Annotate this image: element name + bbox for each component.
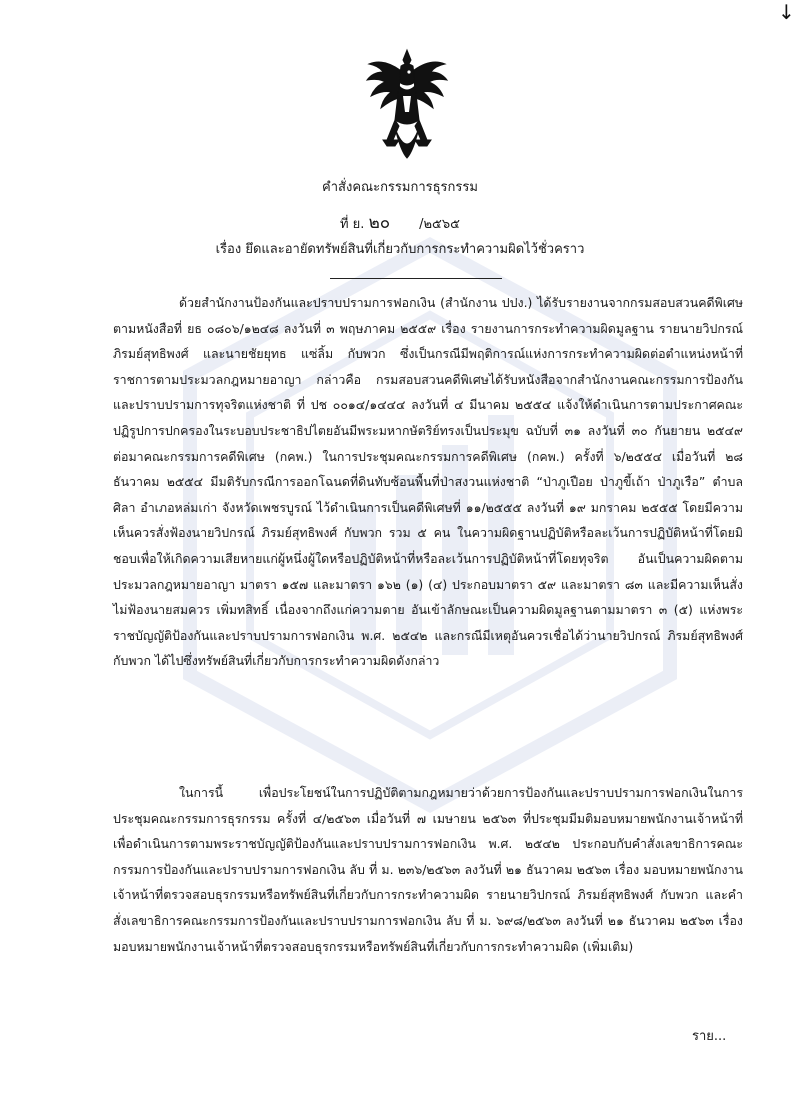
continued-marker: ราย... [692, 1029, 727, 1044]
order-prefix: ที่ ย. [339, 217, 365, 232]
order-number: ๒๐ [368, 213, 391, 233]
heading-divider [330, 278, 502, 279]
corner-mark: ↓ [778, 0, 795, 24]
paragraph-2: ในการนี้ เพื่อประโยชน์ในการปฏิบัติตามกฎหมายว่าด้วยการป้องกันและปราบปรามการฟอกเงินในการประชุมคณะกรรมการธุรกรรม ครั้งที่ ๔/๒๕๖๓ เมื่อวันที่ ๗ เมษายน ๒๕๖๓ ที่ประชุมมีมติมอบหมายพนักงานเจ้าหน้าที่เพื่อดำเนินการตามพระราชบัญญัติป้องกันและปราบปรามการฟอกเงิน พ.ศ. ๒๕๔๒ ประกอบกับคำสั่งเลขาธิการคณะกรรมการป้องกันและปราบปรามการฟอกเงิน ลับ ที่ ม. ๒๓๖/๒๕๖๓ ลงวันที่ ๒๑ ธันวาคม ๒๕๖๓ เรื่อง มอบหมายพนักงานเจ้าหน้าที่ตรวจสอบธุรกรรมหรือทรัพย์สินที่เกี่ยวกับการกระทำความผิด รายนายวิปกรณ์ ภิรมย์สุทธิพงศ์ กับพวก และคำสั่งเลขาธิการคณะกรรมการป้องกันและปราบปรามการฟอกเงิน ลับ ที่ ม. ๖๙๘/๒๕๖๓ ลงวันที่ ๒๑ ธันวาคม ๒๕๖๓ เรื่อง มอบหมายพนักงานเจ้าหน้าที่ตรวจสอบธุรกรรมหรือทรัพย์สินที่เกี่ยวกับการกระทำความผิด (เพิ่มเติม) [113, 785, 743, 954]
committee-heading: คำสั่งคณะกรรมการธุรกรรม [322, 180, 478, 195]
order-year: /๒๕๖๕ [419, 217, 460, 232]
order-number-line [0, 209, 800, 236]
garuda-emblem [365, 48, 449, 164]
subject-line: เรื่อง ยึดและอายัดทรัพย์สินที่เกี่ยวกับการกระทำความผิดไว้ชั่วคราว [215, 242, 585, 257]
paragraph-1: ด้วยสำนักงานป้องกันและปราบปรามการฟอกเงิน (สำนักงาน ปปง.) ได้รับรายงานจากกรมสอบสวนคดีพิเศษ ตามหนังสือที่ ยธ ๐๘๐๖/๑๒๔๘ ลงวันที่ ๓ พฤษภาคม ๒๕๕๙ เรื่อง รายงานการกระทำความผิดมูลฐาน รายนายวิปกรณ์ ภิรมย์สุทธิพงศ์ และนายชัยยุทธ แซ่ลิ้ม กับพวก ซึ่งเป็นกรณีมีพฤติการณ์แห่งการกระทำความผิดต่อตำแหน่งหน้าที่ราชการตามประมวลกฎหมายอาญา กล่าวคือ กรมสอบสวนคดีพิเศษได้รับหนังสือจากสำนักงานคณะกรรมการป้องกันและปราบปรามการทุจริตแห่งชาติ ที่ ปช ๐๐๑๔/๑๔๔๔ ลงวันที่ ๔ มีนาคม ๒๕๕๔ แจ้งให้ดำเนินการตามประกาศคณะปฏิรูปการปกครองในระบอบประชาธิปไตยอันมีพระมหากษัตริย์ทรงเป็นประมุข ฉบับที่ ๓๑ ลงวันที่ ๓๐ กันยายน ๒๕๔๙ ต่อมาคณะกรรมการคดีพิเศษ (กคพ.) ในการประชุมคณะกรรมการคดีพิเศษ (กคพ.) ครั้งที่ ๖/๒๕๕๔ เมื่อวันที่ ๒๘ ธันวาคม ๒๕๕๔ มีมติรับกรณีการออกโฉนดที่ดินทับซ้อนพื้นที่ป่าสงวนแห่งชาติ “ป่าภูเปือย ป่าภูขี้เถ้า ป่าภูเรือ” ตำบลศิลา อำเภอหล่มเก่า จังหวัดเพชรบูรณ์ ไว้ดำเนินการเป็นคดีพิเศษที่ ๑๑/๒๕๕๕ ลงวันที่ ๑๙ มกราคม ๒๕๕๕ โดยมีความเห็นควรสั่งฟ้องนายวิปกรณ์ ภิรมย์สุทธิพงศ์ กับพวก รวม ๕ คน ในความผิดฐานปฏิบัติหรือละเว้นการปฏิบัติหน้าที่โดยมิชอบเพื่อให้เกิดความเสียหายแก่ผู้หนึ่งผู้ใดหรือปฏิบัติหน้าที่หรือละเว้นการปฏิบัติหน้าที่โดยทุจริต อันเป็นความผิดตามประมวลกฎหมายอาญา มาตรา ๑๕๗ และมาตรา ๑๖๒ (๑) (๔) ประกอบมาตรา ๕๙ และมาตรา ๘๓ และมีความเห็นสั่งไม่ฟ้องนายสมควร เพิ่มทสิทธิ์ เนื่องจากถึงแก่ความตาย อันเข้าลักษณะเป็นความผิดมูลฐานตามมาตรา ๓ (๕) แห่งพระราชบัญญัติป้องกันและปราบปรามการฟอกเงิน พ.ศ. ๒๕๔๒ และกรณีมีเหตุอันควรเชื่อได้ว่านายวิปกรณ์ ภิรมย์สุทธิพงศ์ กับพวก ได้ไปซึ่งทรัพย์สินที่เกี่ยวกับการกระทำความผิดดังกล่าว [113, 295, 743, 669]
